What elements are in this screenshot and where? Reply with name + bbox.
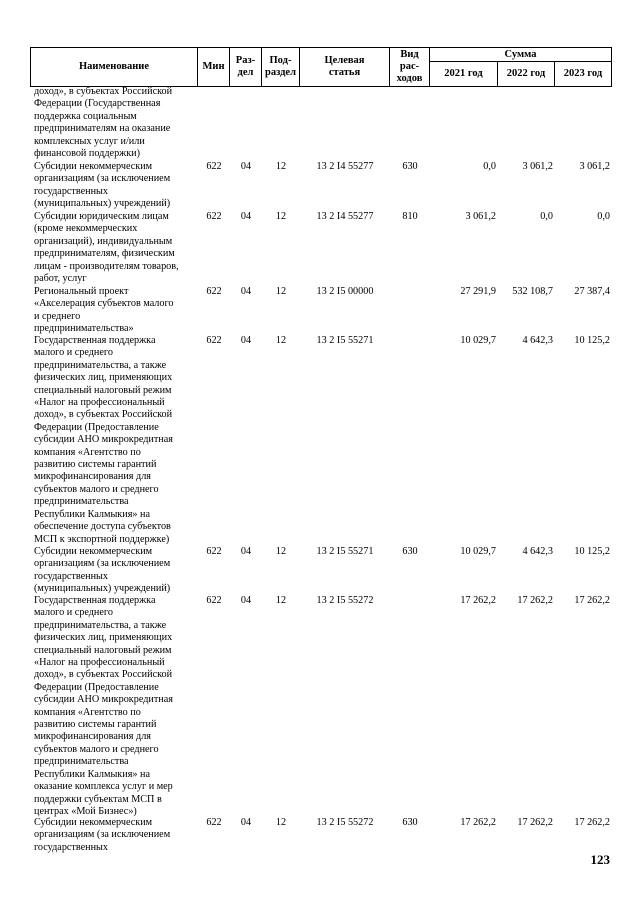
row-name: Государственная поддержка малого и среднего предпринимательства, а также физических лиц, применяющих специальный налоговый режим «Налог на профессиональный доход», в субъектах Российской Федерации (Предоставление субсидии АНО микрокредитная компания «Агентство по развитию системы гарантий микрофинансирования для субъектов малого и среднего предпринимательства Республики Калмыкия» на оказание комплекса услуг и мер поддержки субъектам МСП в центрах «Мой Бизнес») bbox=[34, 595, 173, 817]
row-name: Субсидии юридическим лицам (кроме некоммерческих организаций), индивидуальным предпринимателям, физическим лицам - производителям товаров, работ, услуг bbox=[34, 211, 179, 285]
row-2023: 10 125,2 bbox=[574, 335, 610, 346]
row-razdel: 04 bbox=[240, 546, 252, 557]
row-podrazdel: 12 bbox=[275, 546, 287, 557]
row-2021: 0,0 bbox=[483, 161, 496, 172]
header-razdel: Раз- дел bbox=[230, 48, 262, 86]
row-vid: 630 bbox=[402, 161, 418, 172]
row-2022: 4 642,3 bbox=[522, 335, 553, 346]
row-tselevaya: 13 2 I5 00000 bbox=[316, 286, 374, 297]
header-name: Наименование bbox=[30, 48, 198, 86]
row-2021: 3 061,2 bbox=[465, 211, 496, 222]
row-razdel: 04 bbox=[240, 595, 252, 606]
row-2023: 17 262,2 bbox=[574, 817, 610, 828]
header-summa: Сумма bbox=[430, 48, 612, 62]
row-name: доход», в субъектах Российской Федерации (Государственная поддержка социальным предпринимателям на оказание комплексных услуг и/или финансовой поддержки) bbox=[34, 86, 173, 160]
row-razdel: 04 bbox=[240, 161, 252, 172]
row-2022: 17 262,2 bbox=[517, 595, 553, 606]
page-number: 123 bbox=[590, 852, 610, 867]
row-2022: 0,0 bbox=[540, 211, 553, 222]
header-vid: Вид рас- ходов bbox=[390, 48, 430, 86]
row-2021: 17 262,2 bbox=[460, 595, 496, 606]
header-2023: 2023 год bbox=[555, 62, 612, 86]
table-header bbox=[30, 47, 612, 87]
row-2023: 3 061,2 bbox=[579, 161, 610, 172]
row-name: Субсидии некоммерческим организациям (за исключением государственных (муниципальных) учреждений) bbox=[34, 161, 171, 210]
row-2023: 27 387,4 bbox=[574, 286, 610, 297]
row-tselevaya: 13 2 I4 55277 bbox=[316, 211, 374, 222]
row-razdel: 04 bbox=[240, 211, 252, 222]
row-name: Субсидии некоммерческим организациям (за исключением государственных bbox=[34, 817, 171, 853]
row-2023: 10 125,2 bbox=[574, 546, 610, 557]
row-min: 622 bbox=[206, 817, 222, 828]
row-vid: 810 bbox=[402, 211, 418, 222]
row-podrazdel: 12 bbox=[275, 595, 287, 606]
header-podrazdel: Под- раздел bbox=[262, 48, 300, 86]
row-vid: 630 bbox=[402, 546, 418, 557]
row-razdel: 04 bbox=[240, 817, 252, 828]
row-2021: 27 291,9 bbox=[460, 286, 496, 297]
row-podrazdel: 12 bbox=[275, 161, 287, 172]
row-podrazdel: 12 bbox=[275, 286, 287, 297]
row-name: Региональный проект «Акселерация субъектов малого и среднего предпринимательства» bbox=[34, 286, 174, 335]
row-2022: 17 262,2 bbox=[517, 817, 553, 828]
row-2022: 4 642,3 bbox=[522, 546, 553, 557]
row-tselevaya: 13 2 I5 55272 bbox=[316, 595, 374, 606]
row-podrazdel: 12 bbox=[275, 335, 287, 346]
row-2023: 0,0 bbox=[597, 211, 610, 222]
row-podrazdel: 12 bbox=[275, 211, 287, 222]
row-2023: 17 262,2 bbox=[574, 595, 610, 606]
row-2021: 10 029,7 bbox=[460, 546, 496, 557]
row-min: 622 bbox=[206, 546, 222, 557]
row-min: 622 bbox=[206, 595, 222, 606]
row-vid: 630 bbox=[402, 817, 418, 828]
row-2022: 3 061,2 bbox=[522, 161, 553, 172]
row-podrazdel: 12 bbox=[275, 817, 287, 828]
header-2022: 2022 год bbox=[498, 62, 555, 86]
row-name: Государственная поддержка малого и среднего предпринимательства, а также физических лиц, применяющих специальный налоговый режим «Налог на профессиональный доход», в субъектах Российской Федерации (Предоставление субсидии АНО микрокредитная компания «Агентство по развитию системы гарантий микрофинансирования для субъектов малого и среднего предпринимательства Республики Калмыкия» на обеспечение доступа субъектов МСП к экспортной поддержке) bbox=[34, 335, 173, 545]
header-tselevaya: Целевая статья bbox=[300, 48, 390, 86]
row-razdel: 04 bbox=[240, 335, 252, 346]
row-min: 622 bbox=[206, 286, 222, 297]
row-2021: 17 262,2 bbox=[460, 817, 496, 828]
row-min: 622 bbox=[206, 161, 222, 172]
row-2022: 532 108,7 bbox=[512, 286, 553, 297]
row-min: 622 bbox=[206, 335, 222, 346]
row-tselevaya: 13 2 I5 55271 bbox=[316, 546, 374, 557]
row-min: 622 bbox=[206, 211, 222, 222]
row-tselevaya: 13 2 I5 55272 bbox=[316, 817, 374, 828]
row-tselevaya: 13 2 I5 55271 bbox=[316, 335, 374, 346]
header-2021: 2021 год bbox=[430, 62, 498, 86]
row-razdel: 04 bbox=[240, 286, 252, 297]
row-2021: 10 029,7 bbox=[460, 335, 496, 346]
row-name: Субсидии некоммерческим организациям (за исключением государственных (муниципальных) учреждений) bbox=[34, 546, 171, 595]
header-min: Мин bbox=[198, 48, 230, 86]
row-tselevaya: 13 2 I4 55277 bbox=[316, 161, 374, 172]
